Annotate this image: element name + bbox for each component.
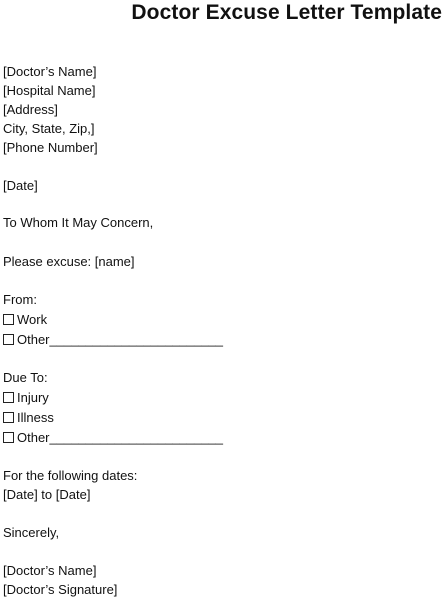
document-title: Doctor Excuse Letter Template xyxy=(131,1,442,24)
option-label: Work xyxy=(17,312,48,327)
checkbox[interactable] xyxy=(3,392,14,403)
dates-range: [Date] to [Date] xyxy=(3,487,91,502)
from-option-work xyxy=(3,311,47,329)
option-label: Other________________________ xyxy=(17,332,224,347)
due-to-option-illness xyxy=(3,409,54,427)
sender-hospital-name: [Hospital Name] xyxy=(3,83,96,98)
sender-city-state-zip: City, State, Zip,] xyxy=(3,121,95,136)
due-to-option-injury xyxy=(3,389,49,407)
due-to-option-other xyxy=(3,429,223,447)
option-label: Other________________________ xyxy=(17,430,224,445)
letter-date: [Date] xyxy=(3,178,38,193)
checkbox[interactable] xyxy=(3,334,14,345)
checkbox[interactable] xyxy=(3,412,14,423)
closing: Sincerely, xyxy=(3,525,60,540)
salutation: To Whom It May Concern, xyxy=(3,215,154,230)
signature-doctor-signature: [Doctor’s Signature] xyxy=(3,582,118,597)
checkbox[interactable] xyxy=(3,432,14,443)
sender-doctor-name: [Doctor’s Name] xyxy=(3,64,97,79)
signature-doctor-name: [Doctor’s Name] xyxy=(3,563,97,578)
option-label: Illness xyxy=(17,410,54,425)
checkbox[interactable] xyxy=(3,314,14,325)
excuse-line: Please excuse: [name] xyxy=(3,254,135,269)
from-heading: From: xyxy=(3,292,37,307)
sender-address: [Address] xyxy=(3,102,58,117)
dates-heading: For the following dates: xyxy=(3,468,138,483)
sender-phone: [Phone Number] xyxy=(3,140,98,155)
from-option-other xyxy=(3,331,223,349)
due-to-heading: Due To: xyxy=(3,370,48,385)
option-label: Injury xyxy=(17,390,49,405)
